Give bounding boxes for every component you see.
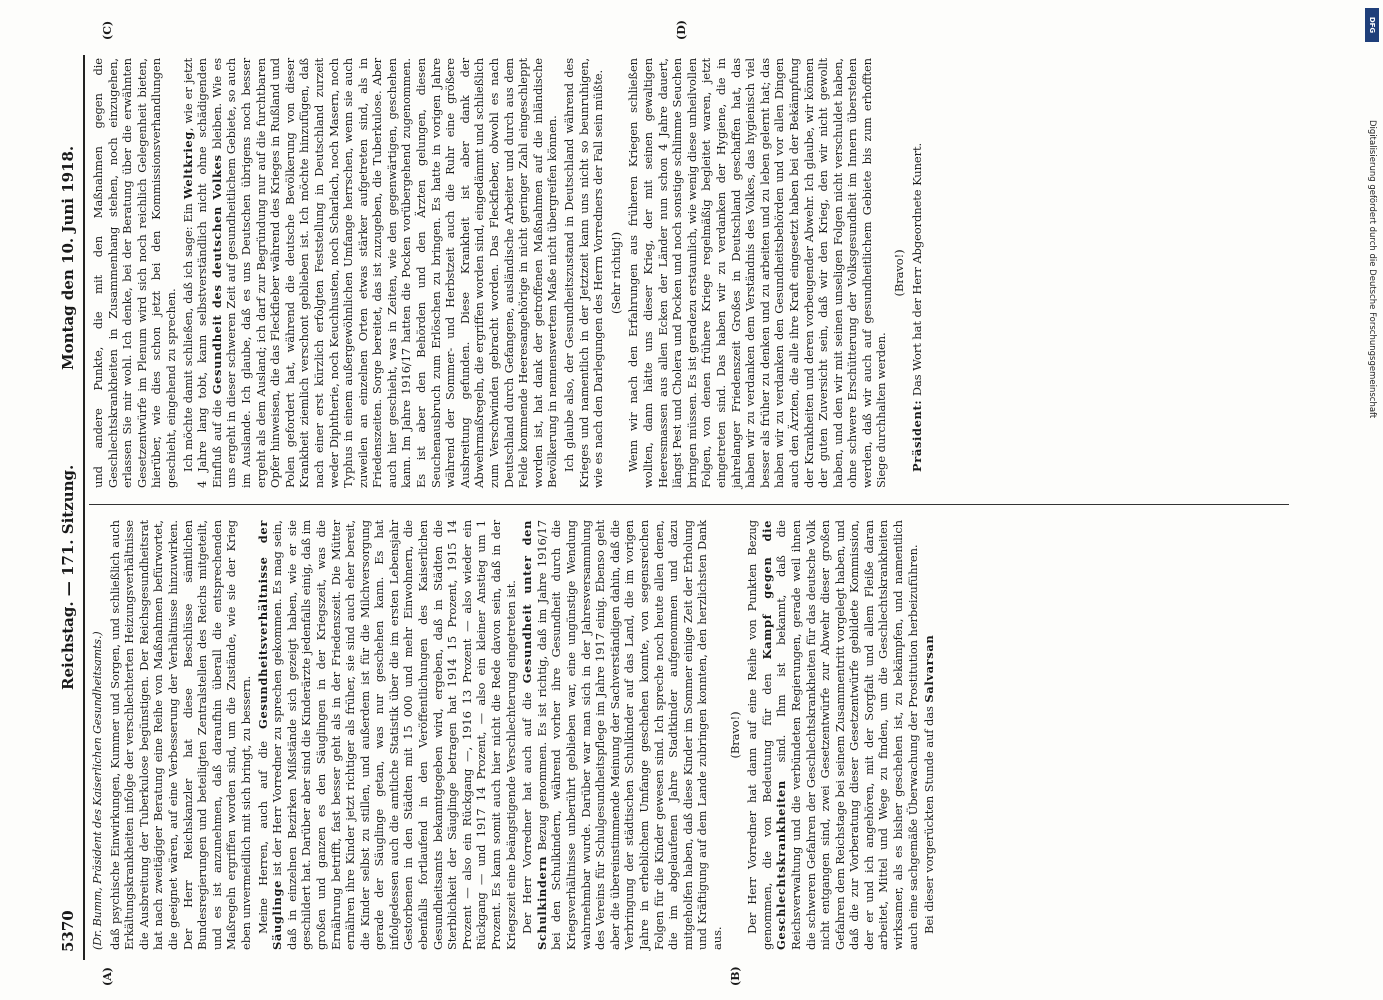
session-title: Reichstag. — 171. Sitzung. — [59, 464, 77, 690]
emphasis: Kampf gegen die Geschlechtskrankheiten — [759, 520, 789, 950]
right-column — [91, 58, 926, 488]
margin-marker-b: (B) — [729, 966, 742, 986]
page-number: 5370 — [59, 910, 77, 952]
margin-marker-a: (A) — [101, 967, 114, 986]
header-rule — [83, 55, 85, 960]
left-column — [91, 520, 939, 950]
page-header — [55, 55, 81, 960]
interjection: (Sehr richtig!) — [608, 231, 623, 315]
margin-marker-d: (D) — [675, 20, 688, 40]
session-date: Montag den 10. Juni 1918. — [59, 145, 77, 370]
paragraph: daß psychische Einwirkungen, Kummer und Sorgen, und schließlich auch Erkältungskrankheiten infolge der verschlechterten Heizungsverhältnisse die Ausbreitung der Tuberkulose begünstigen. Der Reichsgesundheitsrat hat nach zweitägiger Beratung eine Reihe von Maßnahmen befürwortet, die geeignet wären, auf eine Verbesserung der Verhältnisse hinzuwirken. Der Herr Reichskanzler hat diese Beschlüsse sämtlichen Bundesregierungen und beteiligten Zentralstellen des Reichs mitgeteilt, und es ist anzunehmen, daß daraufhin überall die entsprechenden Maßregeln ergriffen worden sind, um die Zustände, wie sie der Krieg eben unvermeidlich mit sich bringt, zu bessern. — [107, 520, 253, 950]
paragraph: Meine Herren, auch auf die Gesundheitsverhältnisse der Säuglinge ist der Herr Vorredner zu sprechen gekommen. Es mag sein, daß in einzelnen Bezirken Mißstände sich gezeigt haben, wie er sie geschildert hat. Darüber aber sind die Kinderärzte jedenfalls einig, daß im großen und ganzen es den Säuglingen in der Kriegszeit, was die Ernährung betrifft, fast besser geht als in der Friedenszeit. Die Mütter ernähren ihre Kinder jetzt richtiger als früher, sie sind auch eher bereit, die Kinder selbst zu stillen, und außerdem ist für die Milchversorgung gerade der Säuglinge getan, was nur geschehen kann. Es hat infolgedessen auch die amtliche Statistik über die im ersten Lebensjahr Gestorbenen in den Städten mit 15 000 und mehr Einwohnern, die ebenfalls fortlaufend in den Veröffentlichungen des Kaiserlichen Gesundheitsamts bekanntgegeben wird, ergeben, daß in Städten die Sterblichkeit der Säuglinge betragen hat 1914 15 Prozent, 1915 14 Prozent — also ein Rückgang —, 1916 13 Prozent — also wieder ein Rückgang — und 1917 14 Prozent, — also ein kleiner Anstieg um 1 Prozent. Es kann somit auch hier nicht die Rede davon sein, daß in der Kriegszeit eine beängstigende Verschlechterung eingetreten ist. — [255, 520, 518, 950]
interjection: (Bravo!) — [892, 249, 907, 297]
dfg-logo: DFG — [1365, 8, 1379, 42]
paragraph: Bei dieser vorgerückten Stunde auf das Salvarsan — [922, 634, 937, 934]
emphasis: Präsident: — [909, 399, 924, 472]
margin-marker-c: (C) — [101, 20, 114, 40]
funding-note-text: Digitalisierung gefördert durch die Deutsche Forschungsgemeinschaft — [1367, 120, 1377, 419]
paragraph: Wenn wir nach den Erfahrungen aus früheren Kriegen schließen wollten, dann hätte uns dieser Krieg, der mit seinen gewaltigen Heeresmassen aus allen Ecken der Länder nun schon 4 Jahre dauert, längst Pest und Cholera und Pocken und noch sonstige schlimme Seuchen bringen müssen. Es ist geradezu erstaunlich, wie wenig diese unheilvollen Folgen, von denen frühere Kriege regelmäßig begleitet waren, jetzt eingetreten sind. Das haben wir zu verdanken der Hygiene, die in jahrelanger Friedenszeit Großes in Deutschland geschaffen hat, das haben wir zu verdanken dem Verständnis des Volkes, das hygienisch viel besser als früher zu denken und zu arbeiten und zu leben gelernt hat; das haben wir zu verdanken den Gesundheitsbehörden und vor allen Dingen auch den Ärzten, die alle ihre Kraft eingesetzt haben bei der Bekämpfung der Krankheiten und deren vorbeugender Abwehr. Ich glaube, wir können der guten Zuversicht sein, daß wir den Krieg, den wir nicht gewollt haben, und den wir mit seinen unseligen Folgen nicht verschuldet haben, ohne schwere Erschütterung der Volksgesundheit im Innern überstehen werden, daß wir auch auf gesundheitlichem Gebiete bis zum erhofften Siege durchhalten werden. — [626, 58, 889, 488]
paragraph: Präsident: Das Wort hat der Herr Abgeordnete Kunert. — [909, 142, 924, 472]
emphasis: Gesundheit des deutschen Volkes — [209, 154, 224, 395]
emphasis: Weltkrieg — [180, 131, 195, 200]
document-body — [55, 20, 1295, 986]
column-divider — [89, 504, 1289, 505]
paragraph: Der Herr Vorredner hat auch auf die Gesundheit unter den Schulkindern Bezug genommen. Es ist richtig, daß im Jahre 1916/17 bei den Schulkindern, während vorher ihre Gesundheit durch die Kriegsverhältnisse unberührt geblieben war, eine ungünstige Wendung wahrnehmbar wurde. Darüber war man sich in der Jahresversammlung des Vereins für Schulgesundheitspflege im Jahre 1917 einig. Ebenso geht aber die übereinstimmende Meinung der Sachverständigen dahin, daß die Verbringung der städtischen Schulkinder auf das Land, die im vorigen Jahre in erheblichem Umfange geschehen konnte, von segensreichen Folgen für die Kinder gewesen sind. Ich spreche noch heute allen denen, die im abgelaufenen Jahre Stadtkinder aufgenommen und dazu mitgeholfen haben, daß diese Kinder im Sommer einige Zeit der Erholung und Kräftigung auf dem Lande zubringen konnten, den herzlichsten Dank aus. — [520, 520, 724, 950]
emphasis: Gesundheitsverhältnisse der Säuglinge — [255, 520, 285, 950]
speaker-note: (Dr. Bumm, Präsident des Kaiserlichen Gesundheitsamts.) — [91, 631, 104, 950]
emphasis: Salvarsan — [922, 634, 937, 703]
emphasis: Gesundheit unter den Schulkindern — [520, 520, 549, 950]
paragraph: Ich glaube also, der Gesundheitszustand in Deutschland während des Krieges und namentlich in der Jetztzeit kann uns nicht so beunruhigen, wie es nach den Darlegungen des Herrn Vorredners der Fall sein müßte. — [562, 58, 606, 488]
interjection: (Bravo!) — [727, 711, 742, 759]
paragraph: Ich möchte damit schließen, daß ich sage: Ein Weltkrieg, wie er jetzt 4 Jahre lang tobt, kann selbstverständlich nicht ohne schädigenden Einfluß auf die Gesundheit des deutschen Volkes bleiben. Wie es uns ergeht in dieser schweren Zeit auf gesundheitlichem Gebiete, so auch im Auslande. Ich glaube, daß es uns Deutschen übrigens noch besser ergeht als dem Ausland; ich darf zur Begründung nur auf die furchtbaren Opfer hinweisen, die das Fleckfieber während des Krieges in Rußland und Polen gefordert hat, während die deutsche Bevölkerung von dieser Krankheit ziemlich verschont geblieben ist. Ich möchte hinzufügen, daß nach einer erst kürzlich erfolgten Feststellung in Deutschland zurzeit weder Diphtherie, noch Keuchhusten, noch Scharlach, noch Masern, noch Typhus in einem außergewöhnlichen Umfange herrschen, wenn sie auch zuweilen an einzelnen Orten etwas stärker aufgetreten sind, als in Friedenszeiten. Sorge bereitet, das ist zuzugeben, die Tuberkulose. Aber auch hier geschieht, was in Zeiten, wie den gegenwärtigen, geschehen kann. Im Jahre 1916/17 hatten die Pocken vorübergehend zugenommen. Es ist aber den Behörden und den Ärzten gelungen, diesen Seuchenausbruch zum Erlöschen zu bringen. Es hatte in vorigen Jahre während der Sommer- und Herbstzeit auch die Ruhr eine größere Ausbreitung gefunden. Diese Krankheit ist aber dank der Abwehrmaßregeln, die ergriffen worden sind, eingedämmt und schließlich zum Verschwinden gebracht worden. Das Fleckfieber, obwohl es nach Deutschland durch Gefangene, ausländische Arbeiter und durch aus dem Felde kommende Heeresangehörige in nicht geringer Zahl eingeschleppt worden ist, hat dank der getroffenen Maßnahmen auf die inländische Bevölkerung in nennenswertem Maße nicht übergreifen können. — [180, 57, 560, 488]
paragraph: und andere Punkte, die mit den Maßnahmen gegen die Geschlechtskrankheiten in Zusammenhang stehen, noch einzugehen, erlassen Sie mir wohl. Ich denke, bei der Beratung über die erwähnten Gesetzentwürfe im Plenum wird sich noch reichlich Gelegenheit bieten, hierüber, wie dies schon jetzt bei den Kommissionsverhandlungen geschieht, eingehend zu sprechen. — [91, 58, 178, 488]
paragraph: Der Herr Vorredner hat dann auf eine Reihe von Punkten Bezug genommen, die von Bedeutung für den Kampf gegen die Geschlechtskrankheiten sind. Ihm ist bekannt, daß die Reichsverwaltung und die verbündeten Regierungen, gerade weil ihnen die schweren Gefahren der Geschlechtskrankheiten für das deutsche Volk nicht entgangen sind, zwei Gesetzentwürfe zur Abwehr dieser großen Gefahren dem Reichstage bei seinem Zusammentritt vorgelegt haben, und daß die zur Vorberatung dieser Gesetzentwürfe gebildete Kommission, der er und ich angehören, mit der Sorgfalt und allem Fleiße daran arbeitet, Mittel und Wege zu finden, um die Geschlechtskrankheiten wirksamer, als es bisher geschehen ist, zu bekämpfen, und namentlich auch eine sachgemäße Überwachung der Prostitution herbeizuführen. — [745, 520, 920, 950]
